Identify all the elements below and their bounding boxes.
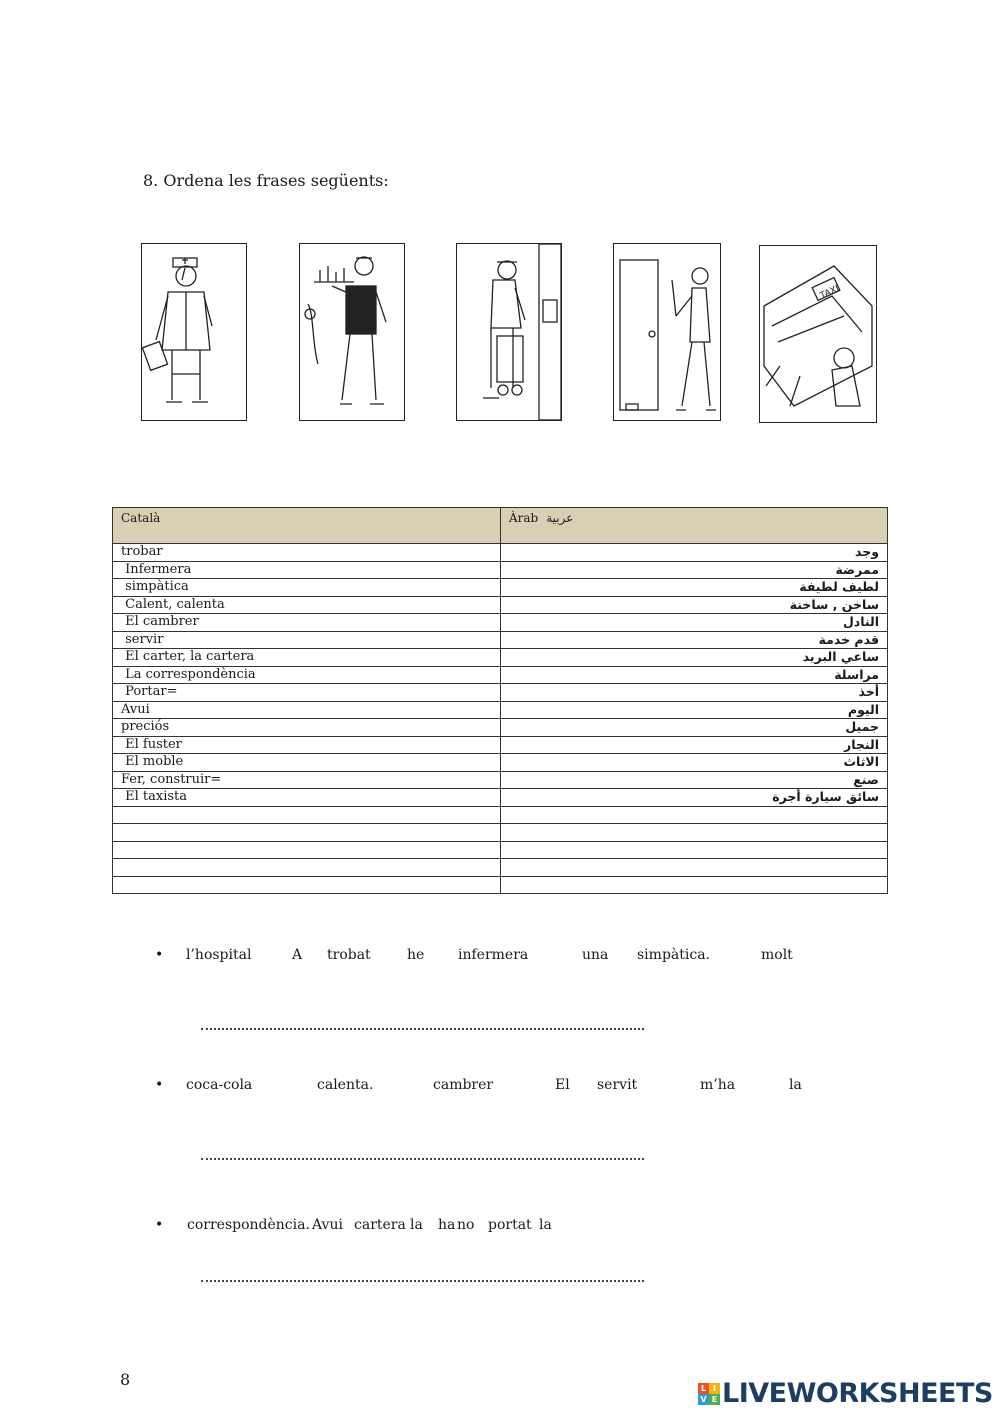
table-row [113, 824, 888, 842]
catalan-cell [113, 841, 501, 859]
catalan-cell: Avui [113, 701, 501, 719]
scrambled-word[interactable]: Avui [312, 1217, 343, 1233]
scrambled-word[interactable]: simpàtica. [637, 947, 710, 963]
catalan-cell: Fer, construir= [113, 771, 501, 789]
taxi-sign: TAXI [818, 284, 841, 302]
catalan-cell [113, 806, 501, 824]
logo-text: LIVEWORKSHEETS [722, 1378, 993, 1409]
arabic-cell [501, 876, 888, 894]
header-arabic [501, 508, 888, 544]
catalan-cell: El cambrer [113, 614, 501, 632]
logo-mark-letter: I [709, 1383, 720, 1394]
waiter-illustration [299, 243, 405, 421]
scrambled-word[interactable]: la [789, 1077, 802, 1093]
scrambled-word[interactable]: cartera [354, 1217, 406, 1233]
table-row [113, 649, 888, 667]
taxi-driver-illustration [759, 245, 877, 423]
arabic-cell: اليوم [501, 701, 888, 719]
table-row [113, 736, 888, 754]
scrambled-word[interactable]: portat [488, 1217, 532, 1233]
scrambled-word[interactable]: no [457, 1217, 475, 1233]
table-row [113, 789, 888, 807]
arabic-cell [501, 841, 888, 859]
scrambled-word[interactable]: ha [438, 1217, 456, 1233]
scrambled-word[interactable]: coca-cola [186, 1077, 253, 1093]
logo-mark-letter: V [698, 1394, 709, 1405]
table-row [113, 701, 888, 719]
scrambled-word[interactable]: molt [761, 947, 793, 963]
table-row [113, 596, 888, 614]
catalan-cell: simpàtica [113, 579, 501, 597]
scrambled-word[interactable]: l’hospital [186, 947, 252, 963]
nurse-illustration [141, 243, 247, 421]
arabic-cell: أخذ [501, 684, 888, 702]
arabic-cell: صنع [501, 771, 888, 789]
arabic-cell: النادل [501, 614, 888, 632]
catalan-cell: servir [113, 631, 501, 649]
answer-line[interactable] [201, 1028, 644, 1030]
catalan-cell: Calent, calenta [113, 596, 501, 614]
table-row [113, 841, 888, 859]
table-row [113, 561, 888, 579]
catalan-cell: El moble [113, 754, 501, 772]
bullet: • [155, 1217, 164, 1233]
scrambled-word[interactable]: la [410, 1217, 423, 1233]
scrambled-word[interactable]: calenta. [317, 1077, 374, 1093]
exercise-sentence [155, 1217, 855, 1237]
scrambled-word[interactable]: servit [597, 1077, 638, 1093]
answer-line[interactable] [201, 1280, 644, 1282]
arabic-cell: قدم خدمة [501, 631, 888, 649]
carpenter-illustration [613, 243, 721, 421]
catalan-cell: El taxista [113, 789, 501, 807]
arabic-cell: مراسلة [501, 666, 888, 684]
postwoman-illustration [456, 243, 562, 421]
table-row [113, 771, 888, 789]
table-row [113, 579, 888, 597]
arabic-cell: سائق سيارة أجرة [501, 789, 888, 807]
header-arabic-latin: Àrab [509, 511, 539, 525]
scrambled-word[interactable]: El [555, 1077, 570, 1093]
page-number: 8 [120, 1370, 131, 1389]
table-row [113, 631, 888, 649]
scrambled-word[interactable]: m’ha [700, 1077, 736, 1093]
catalan-cell: Infermera [113, 561, 501, 579]
catalan-cell: El carter, la cartera [113, 649, 501, 667]
scrambled-word[interactable]: una [582, 947, 609, 963]
arabic-cell [501, 806, 888, 824]
arabic-cell: ساعي البريد [501, 649, 888, 667]
answer-line[interactable] [201, 1158, 644, 1160]
table-row [113, 614, 888, 632]
table-row [113, 859, 888, 877]
scrambled-word[interactable]: infermera [458, 947, 529, 963]
exercise-sentence [155, 1077, 855, 1097]
header-arabic-script: عربية [546, 511, 574, 525]
scrambled-word[interactable]: trobat [327, 947, 371, 963]
table-row [113, 719, 888, 737]
arabic-cell [501, 859, 888, 877]
logo-mark-letter: E [709, 1394, 720, 1405]
scrambled-word[interactable]: correspondència. [187, 1217, 310, 1233]
vocabulary-table [112, 507, 888, 894]
exercise-title: 8. Ordena les frases següents: [143, 171, 389, 190]
catalan-cell [113, 876, 501, 894]
table-header-row [113, 508, 888, 544]
arabic-cell: جميل [501, 719, 888, 737]
scrambled-word[interactable]: he [407, 947, 425, 963]
table-row [113, 684, 888, 702]
table-row [113, 806, 888, 824]
catalan-cell: preciós [113, 719, 501, 737]
logo-mark-icon [698, 1383, 720, 1405]
arabic-cell: النجار [501, 736, 888, 754]
bullet: • [155, 947, 164, 963]
arabic-cell: ساخن , ساخنة [501, 596, 888, 614]
catalan-cell: El fuster [113, 736, 501, 754]
catalan-cell: Portar= [113, 684, 501, 702]
liveworksheets-logo [698, 1378, 993, 1409]
arabic-cell: الاثاث [501, 754, 888, 772]
exercise-sentence [155, 947, 855, 967]
arabic-cell: لطيف لطيفة [501, 579, 888, 597]
bullet: • [155, 1077, 164, 1093]
table-row [113, 876, 888, 894]
table-row [113, 666, 888, 684]
catalan-cell [113, 824, 501, 842]
catalan-cell: trobar [113, 544, 501, 562]
table-row [113, 544, 888, 562]
header-catalan: Català [113, 508, 501, 544]
logo-mark-letter: L [698, 1383, 709, 1394]
table-row [113, 754, 888, 772]
scrambled-word[interactable]: A [292, 947, 303, 963]
arabic-cell: ممرضة [501, 561, 888, 579]
arabic-cell: وجد [501, 544, 888, 562]
scrambled-word[interactable]: la [539, 1217, 552, 1233]
catalan-cell [113, 859, 501, 877]
scrambled-word[interactable]: cambrer [433, 1077, 494, 1093]
catalan-cell: La correspondència [113, 666, 501, 684]
arabic-cell [501, 824, 888, 842]
